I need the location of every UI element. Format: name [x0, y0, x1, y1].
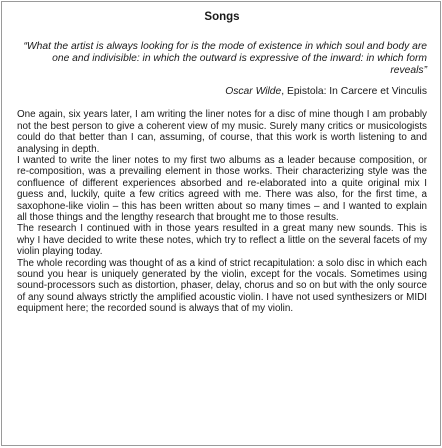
page-title: Songs: [204, 11, 240, 23]
body-text: [17, 109, 427, 314]
paragraph: One again, six years later, I am writing the liner notes for a disc of mine though I am probably not the best person to give a coherent view of my music. Surely many critics or musicologists could do that better than I can, assuming, of course, that this work is worth listening to and analysing in depth.: [17, 109, 427, 155]
epigraph-attribution: [17, 86, 427, 98]
epigraph-quote: “What the artist is always looking for is the mode of existence in which soul and body are one and indivisible: in which the outward is expressive of the inward: in which form reveals”: [23, 41, 427, 76]
paragraph: I wanted to write the liner notes to my first two albums as a leader because composition, or re-composition, was a prevailing element in those works. Their characterizing style was the confluence of different experiences absorbed and re-elaborated into a quite original mix I guess and, luckily, quite a few critics agreed with me. There was also, for the first time, a saxophone-like violin – this has been written about so many times – and I wanted to explain all those things and the lengthy research that brought me to those results.: [17, 155, 427, 224]
document-page: [1, 1, 441, 446]
epigraph-author: Oscar Wilde: [225, 86, 282, 98]
epigraph-source: , Epistola: In Carcere et Vinculis: [281, 86, 427, 98]
paragraph: The whole recording was thought of as a kind of strict recapitulation: a solo disc in which each sound you hear is uniquely generated by the violin, except for the vocals. Sometimes using sound-processors such as distortion, phaser, delay, chorus and so on but with the only source of any sound always strictly the amplified acoustic violin. I have not used synthesizers or MIDI equipment here; the recorded sound is always that of my violin.: [17, 257, 427, 315]
paragraph: The research I continued with in those years resulted in a great many new sounds. This is why I have decided to write these notes, which try to reflect a little on the several facets of my violin playing today.: [17, 223, 427, 258]
